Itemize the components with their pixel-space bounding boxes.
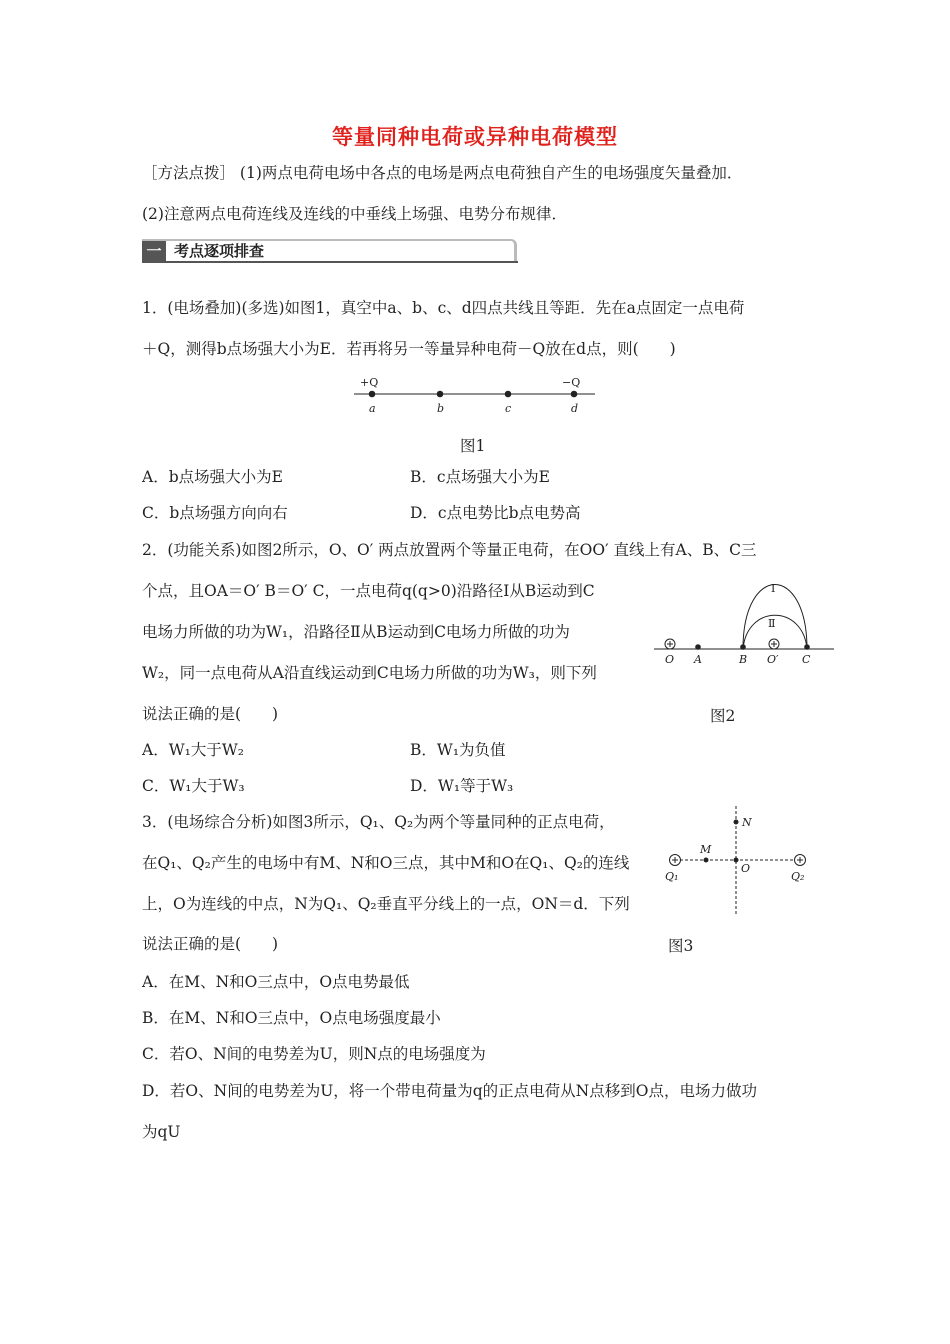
- q2-option-d[interactable]: D．W₁等于W₃: [410, 777, 514, 795]
- q3-option-d-line-1[interactable]: D．若O、N间的电势差为U，将一个带电荷量为q的正点电荷从N点移到O点，电场力做功: [142, 1082, 757, 1100]
- figure-1: [350, 372, 600, 420]
- label-c: C: [802, 653, 811, 666]
- q2-option-b[interactable]: B．W₁为负值: [410, 741, 506, 759]
- point-d-dot: [571, 391, 578, 398]
- figure-3-caption: 图3: [668, 937, 694, 955]
- q1-option-d[interactable]: D．c点电势比b点电势高: [410, 504, 581, 522]
- figure-3: [660, 804, 820, 916]
- point-a-dot: [369, 391, 376, 398]
- figure-2: [650, 578, 840, 670]
- q2-stem-line-2: 个点，且OA＝O′ B＝O′ C，一点电荷q(q>0)沿路径Ⅰ从B运动到C: [142, 582, 595, 600]
- point-m-dot: [704, 858, 709, 863]
- point-n-dot: [734, 820, 739, 825]
- point-c-dot: [804, 644, 810, 650]
- q1-stem-line-2: ＋Q，测得b点场强大小为E．若再将另一等量异种电荷－Q放在d点，则( ): [142, 340, 676, 358]
- q3-option-c[interactable]: C．若O、N间的电势差为U，则N点的电场强度为: [142, 1045, 486, 1063]
- q3-option-a[interactable]: A．在M、N和O三点中，O点电势最低: [142, 973, 410, 991]
- label-q1: Q₁: [665, 870, 679, 883]
- label-b: b: [437, 402, 445, 415]
- q3-stem-line-4: 说法正确的是( ): [142, 935, 279, 953]
- q2-stem-line-1: 2．(功能关系)如图2所示，O、O′ 两点放置两个等量正电荷，在OO′ 直线上有A、B、C三: [142, 541, 757, 559]
- q3-option-d-line-2[interactable]: 为qU: [142, 1123, 181, 1141]
- label-o: O: [665, 653, 675, 666]
- q2-stem-line-5: 说法正确的是( ): [142, 705, 279, 723]
- label-c: c: [505, 402, 512, 415]
- section-header: [142, 239, 518, 263]
- section-underline: [142, 261, 518, 263]
- point-a-dot: [695, 644, 701, 650]
- figure-1-caption: 图1: [460, 437, 486, 455]
- page-title: 等量同种电荷或异种电荷模型: [332, 125, 618, 149]
- q1-stem-line-1: 1．(电场叠加)(多选)如图1，真空中a、b、c、d四点共线且等距．先在a点固定一点电荷: [142, 299, 745, 317]
- q2-stem-line-3: 电场力所做的功为W₁，沿路径Ⅱ从B运动到C电场力所做的功为: [142, 623, 570, 641]
- q2-option-a[interactable]: A．W₁大于W₂: [142, 741, 244, 759]
- charge-plus-q-label: +Q: [360, 376, 379, 389]
- q1-option-b[interactable]: B．c点场强大小为E: [410, 468, 550, 486]
- label-n: N: [742, 816, 752, 829]
- label-a: A: [694, 653, 702, 666]
- q3-stem-line-3: 上，O为连线的中点，N为Q₁、Q₂垂直平分线上的一点，ON＝d．下列: [142, 895, 630, 913]
- method-tip-line-2: (2)注意两点电荷连线及连线的中垂线上场强、电势分布规律．: [142, 205, 567, 223]
- label-d: d: [571, 402, 579, 415]
- charge-minus-q-label: −Q: [562, 376, 581, 389]
- point-o-dot: [734, 858, 739, 863]
- q2-option-c[interactable]: C．W₁大于W₃: [142, 777, 245, 795]
- section-title: 考点逐项排查: [174, 242, 265, 260]
- path-i-label: Ⅰ: [771, 582, 776, 595]
- q3-option-b[interactable]: B．在M、N和O三点中，O点电场强度最小: [142, 1009, 441, 1027]
- path-ii-label: Ⅱ: [768, 617, 776, 630]
- q3-stem-line-2: 在Q₁、Q₂产生的电场中有M、N和O三点，其中M和O在Q₁、Q₂的连线: [142, 854, 630, 872]
- point-b-dot: [740, 644, 746, 650]
- point-b-dot: [437, 391, 444, 398]
- label-a: a: [369, 402, 376, 415]
- figure-2-caption: 图2: [710, 707, 736, 725]
- point-c-dot: [505, 391, 512, 398]
- section-number: 一: [142, 241, 166, 261]
- q2-stem-line-4: W₂，同一点电荷从A沿直线运动到C电场力所做的功为W₃，则下列: [142, 664, 597, 682]
- q1-option-c[interactable]: C．b点场强方向向右: [142, 504, 288, 522]
- label-o-prime: O′: [767, 653, 779, 666]
- label-q2: Q₂: [791, 870, 805, 883]
- label-o: O: [741, 862, 751, 875]
- q1-option-a[interactable]: A．b点场强大小为E: [142, 468, 283, 486]
- q3-stem-line-1: 3．(电场综合分析)如图3所示，Q₁、Q₂为两个等量同种的正点电荷，: [142, 813, 615, 831]
- method-tip-line-1: ［方法点拨］ (1)两点电荷电场中各点的电场是两点电荷独自产生的电场强度矢量叠加．: [142, 164, 743, 182]
- label-b: B: [739, 653, 748, 666]
- label-m: M: [700, 843, 712, 856]
